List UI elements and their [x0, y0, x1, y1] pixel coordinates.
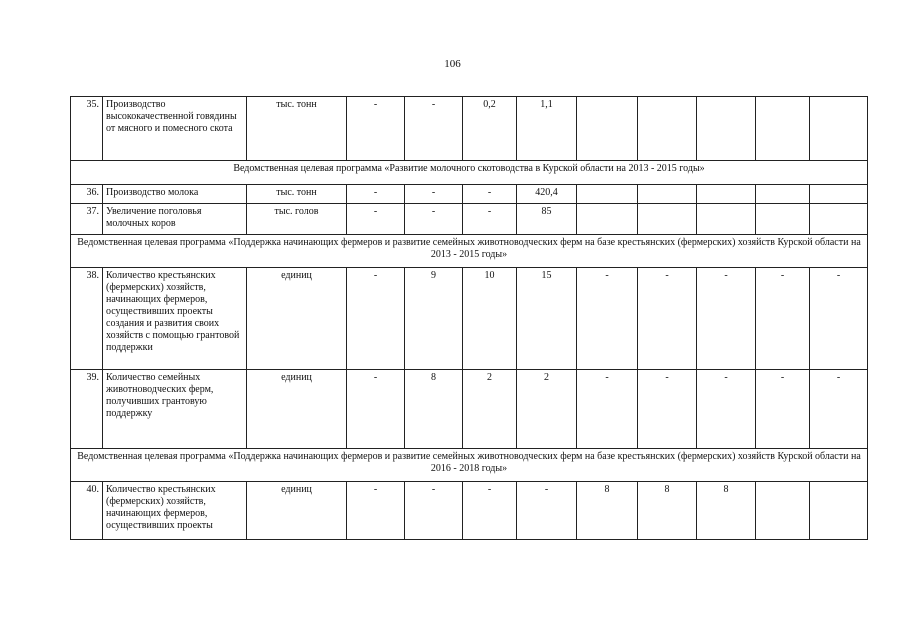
value-cell [577, 185, 638, 204]
row-number: 37. [71, 204, 103, 235]
value-cell: 15 [517, 268, 577, 370]
value-cell: 2 [463, 370, 517, 449]
value-cell: - [577, 370, 638, 449]
value-cell: - [697, 370, 756, 449]
value-cell: - [347, 482, 405, 540]
value-cell: - [347, 185, 405, 204]
program-banner-row [71, 161, 868, 185]
value-cell [638, 97, 697, 161]
unit-cell: единиц [247, 482, 347, 540]
value-cell: 8 [577, 482, 638, 540]
value-cell [697, 204, 756, 235]
indicator-name: Количество семейных животноводческих ферм, получивших грантовую поддержку [103, 370, 247, 449]
unit-cell: тыс. тонн [247, 185, 347, 204]
value-cell [697, 97, 756, 161]
value-cell: - [347, 204, 405, 235]
unit-cell: тыс. голов [247, 204, 347, 235]
value-cell: - [810, 268, 868, 370]
value-cell: - [405, 482, 463, 540]
row-number: 36. [71, 185, 103, 204]
value-cell [756, 185, 810, 204]
value-cell: - [463, 204, 517, 235]
program-banner-row [71, 449, 868, 482]
table-row [71, 268, 868, 370]
indicator-name: Количество крестьянских (фермерских) хозяйств, начинающих фермеров, осуществивших проекты создания и развития своих хозяйств с помощью грантовой поддержки [103, 268, 247, 370]
value-cell: - [463, 482, 517, 540]
unit-cell: единиц [247, 268, 347, 370]
value-cell [697, 185, 756, 204]
unit-cell: тыс. тонн [247, 97, 347, 161]
value-cell: 8 [405, 370, 463, 449]
row-number: 40. [71, 482, 103, 540]
value-cell: 0,2 [463, 97, 517, 161]
page-number: 106 [444, 58, 461, 70]
indicators-table [70, 96, 868, 540]
value-cell: - [405, 185, 463, 204]
value-cell: - [405, 97, 463, 161]
value-cell: - [347, 97, 405, 161]
value-cell: - [638, 268, 697, 370]
value-cell: 85 [517, 204, 577, 235]
table-row [71, 482, 868, 540]
indicator-name: Увеличение поголовья молочных коров [103, 204, 247, 235]
value-cell [577, 97, 638, 161]
value-cell: 8 [697, 482, 756, 540]
program-title: Ведомственная целевая программа «Развитие молочного скотоводства в Курской области на 2013 - 2015 годы» [71, 161, 868, 185]
unit-cell: единиц [247, 370, 347, 449]
value-cell: 2 [517, 370, 577, 449]
program-title: Ведомственная целевая программа «Поддержка начинающих фермеров и развитие семейных животноводческих ферм на базе крестьянских (фермерских) хозяйств Курской области на 2016 - 2018 годы» [71, 449, 868, 482]
indicator-name: Производство высококачественной говядины от мясного и помесного скота [103, 97, 247, 161]
value-cell [810, 185, 868, 204]
value-cell: - [517, 482, 577, 540]
value-cell: 10 [463, 268, 517, 370]
value-cell: 8 [638, 482, 697, 540]
value-cell: - [810, 370, 868, 449]
value-cell [810, 97, 868, 161]
indicator-name: Производство молока [103, 185, 247, 204]
value-cell: - [405, 204, 463, 235]
value-cell: 1,1 [517, 97, 577, 161]
table-row [71, 204, 868, 235]
value-cell [756, 204, 810, 235]
row-number: 35. [71, 97, 103, 161]
value-cell: - [463, 185, 517, 204]
value-cell [810, 482, 868, 540]
value-cell: - [756, 370, 810, 449]
value-cell [638, 204, 697, 235]
value-cell: - [756, 268, 810, 370]
value-cell: - [347, 370, 405, 449]
value-cell: 9 [405, 268, 463, 370]
row-number: 38. [71, 268, 103, 370]
value-cell: - [697, 268, 756, 370]
table-row [71, 370, 868, 449]
value-cell [756, 97, 810, 161]
program-banner-row [71, 235, 868, 268]
program-title: Ведомственная целевая программа «Поддержка начинающих фермеров и развитие семейных животноводческих ферм на базе крестьянских (фермерских) хозяйств Курской области на 2013 - 2015 годы» [71, 235, 868, 268]
value-cell: 420,4 [517, 185, 577, 204]
indicator-name: Количество крестьянских (фермерских) хозяйств, начинающих фермеров, осуществивших проекты [103, 482, 247, 540]
value-cell [810, 204, 868, 235]
row-number: 39. [71, 370, 103, 449]
value-cell: - [347, 268, 405, 370]
value-cell: - [638, 370, 697, 449]
value-cell [577, 204, 638, 235]
value-cell [638, 185, 697, 204]
value-cell: - [577, 268, 638, 370]
table-row [71, 185, 868, 204]
value-cell [756, 482, 810, 540]
table-row [71, 97, 868, 161]
